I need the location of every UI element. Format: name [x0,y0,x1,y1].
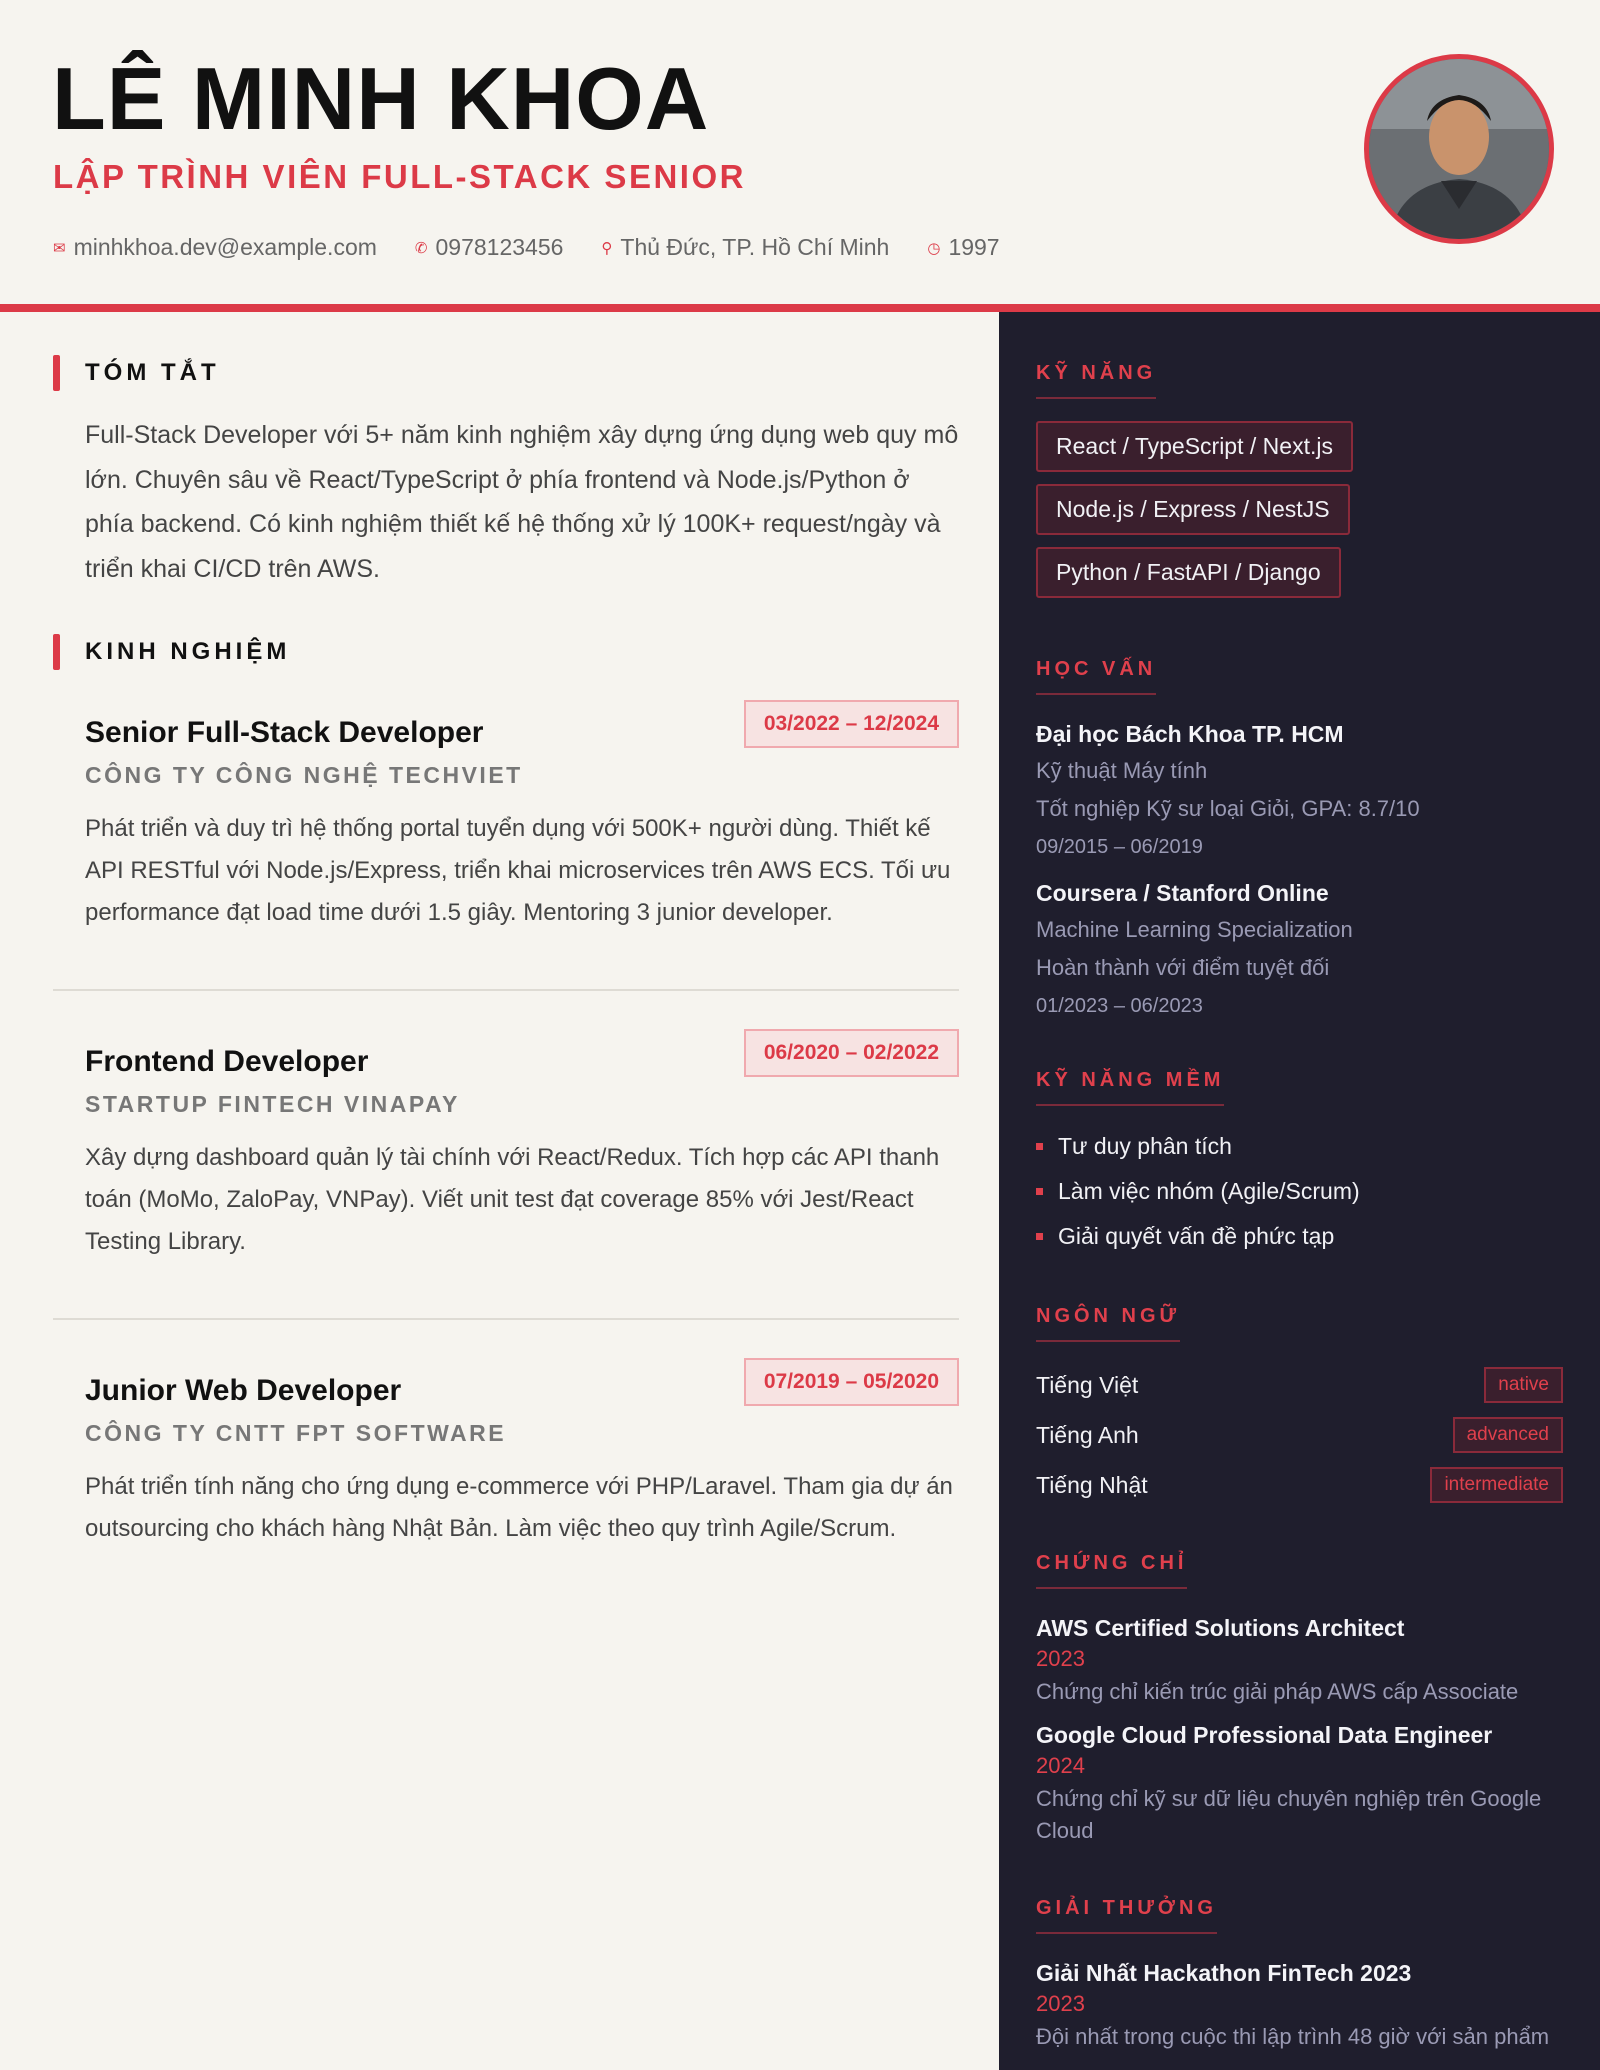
candidate-name: LÊ MINH KHOA [52,49,710,148]
cert-name: AWS Certified Solutions Architect [1036,1615,1405,1641]
section-title: KINH NGHIỆM [85,638,291,665]
job-description: Phát triển tính năng cho ứng dụng e-commerce với PHP/Laravel. Tham gia dự án outsourcing cho khách hàng Nhật Bản. Làm việc theo quy trình Agile/Scrum. [85,1473,953,1542]
language-name: Tiếng Nhật [1036,1471,1148,1498]
soft-skill-text: Làm việc nhóm (Agile/Scrum) [1058,1178,1360,1204]
job-date-badge: 03/2022 – 12/2024 [744,700,959,748]
job-role: LẬP TRÌNH VIÊN FULL-STACK SENIOR [53,158,746,195]
bullet-icon [1036,1143,1043,1150]
education-item [1036,721,1600,866]
soft-skill-item [1036,1169,1600,1214]
section-experience-heading [53,634,999,670]
mail-icon: ✉ [53,239,66,257]
section-title: TÓM TẮT [85,359,220,386]
job-company: CÔNG TY CNTT FPT SOFTWARE [85,1420,507,1446]
sidebar [999,312,1600,2070]
school-major: Kỹ thuật Máy tính [1036,758,1208,783]
skill-tag: React / TypeScript / Next.js [1036,421,1353,472]
soft-skills-heading: KỸ NĂNG MỀM [1036,1069,1224,1106]
contact-phone[interactable] [415,234,564,261]
divider [53,1318,959,1320]
phone-text: 0978123456 [435,234,564,260]
school-note: Tốt nghiệp Kỹ sư loại Giỏi, GPA: 8.7/10 [1036,796,1420,821]
bullet-icon [1036,1233,1043,1240]
contact-email[interactable] [53,234,377,261]
cert-desc: Chứng chỉ kiến trúc giải pháp AWS cấp Associate [1036,1679,1519,1704]
language-level-badge: advanced [1453,1417,1563,1453]
language-name: Tiếng Việt [1036,1371,1139,1398]
section-accent [53,634,60,670]
soft-skill-item [1036,1214,1600,1259]
school-note: Hoàn thành với điểm tuyệt đối [1036,955,1330,980]
job-date-badge: 07/2019 – 05/2020 [744,1358,959,1406]
language-level-badge: native [1484,1367,1563,1403]
contact-list [53,234,1000,261]
cert-year: 2023 [1036,1646,1085,1671]
header [0,0,1600,304]
job-title: Junior Web Developer [85,1374,402,1407]
job-entry [53,1370,959,1703]
school-major: Machine Learning Specialization [1036,917,1353,942]
avatar [1364,54,1554,244]
certificates-heading: CHỨNG CHỈ [1036,1552,1187,1589]
school-date: 01/2023 – 06/2023 [1036,995,1203,1017]
education-heading: HỌC VẤN [1036,658,1156,695]
header-divider [0,304,1600,312]
certificate-item [1036,1722,1566,1847]
language-name: Tiếng Anh [1036,1421,1139,1448]
clock-icon: ◷ [927,239,941,257]
summary-text: Full-Stack Developer với 5+ năm kinh nghiệm xây dựng ứng dụng web quy mô lớn. Chuyên sâu về React/TypeScript ở phía frontend và Node.js/Python ở phía backend. Có kinh nghiệm thiết kế hệ thống xử lý 100K+ request/ngày và triển khai CI/CD trên AWS. [85,421,959,583]
soft-skill-text: Giải quyết vấn đề phức tạp [1058,1223,1335,1249]
school-name: Đại học Bách Khoa TP. HCM [1036,721,1344,747]
school-date: 09/2015 – 06/2019 [1036,836,1203,858]
section-accent [53,355,60,391]
location-icon: ⚲ [601,239,613,257]
awards-heading: GIẢI THƯỞNG [1036,1897,1217,1934]
job-entry [53,1041,959,1374]
contact-birthyear [927,234,999,261]
location-text: Thủ Đức, TP. Hồ Chí Minh [620,234,890,260]
language-item [1036,1460,1563,1510]
soft-skill-text: Tư duy phân tích [1058,1133,1232,1159]
language-item [1036,1360,1563,1410]
education-item [1036,880,1600,1025]
school-name: Coursera / Stanford Online [1036,880,1329,906]
cert-name: Google Cloud Professional Data Engineer [1036,1722,1493,1748]
award-year: 2023 [1036,1991,1085,2016]
bullet-icon [1036,1188,1043,1195]
email-text: minhkhoa.dev@example.com [73,234,377,260]
language-level-badge: intermediate [1430,1467,1563,1503]
section-summary-heading [53,355,999,391]
award-name: Giải Nhất Hackathon FinTech 2023 [1036,1960,1412,1986]
language-item [1036,1410,1563,1460]
cert-year: 2024 [1036,1753,1085,1778]
job-entry [53,712,959,1045]
skill-tag: Python / FastAPI / Django [1036,547,1341,598]
award-item [1036,1960,1576,2053]
phone-icon: ✆ [414,239,428,257]
job-company: STARTUP FINTECH VINAPAY [85,1091,460,1117]
job-description: Xây dựng dashboard quản lý tài chính với React/Redux. Tích hợp các API thanh toán (MoMo, ZaloPay, VNPay). Viết unit test đạt coverage 85% với Jest/React Testing Library. [85,1144,940,1255]
languages-heading: NGÔN NGỮ [1036,1305,1180,1342]
main-column [0,312,999,2070]
job-title: Senior Full-Stack Developer [85,716,484,749]
job-company: CÔNG TY CÔNG NGHỆ TECHVIET [85,762,523,788]
job-title: Frontend Developer [85,1045,369,1078]
job-description: Phát triển và duy trì hệ thống portal tuyển dụng với 500K+ người dùng. Thiết kế API RESTful với Node.js/Express, triển khai microservices trên AWS ECS. Tối ưu performance đạt load time dưới 1.5 giây. Mentoring 3 junior developer. [85,815,951,926]
skills-heading: KỸ NĂNG [1036,362,1156,399]
cert-desc: Chứng chỉ kỹ sư dữ liệu chuyên nghiệp trên Google Cloud [1036,1786,1542,1843]
contact-location [601,234,889,261]
job-date-badge: 06/2020 – 02/2022 [744,1029,959,1077]
skill-tag: Node.js / Express / NestJS [1036,484,1350,535]
soft-skill-item [1036,1124,1600,1169]
certificate-item [1036,1615,1566,1708]
divider [53,989,959,991]
birthyear-text: 1997 [948,234,1000,260]
award-desc: Đội nhất trong cuộc thi lập trình 48 giờ với sản phẩm [1036,2024,1550,2049]
